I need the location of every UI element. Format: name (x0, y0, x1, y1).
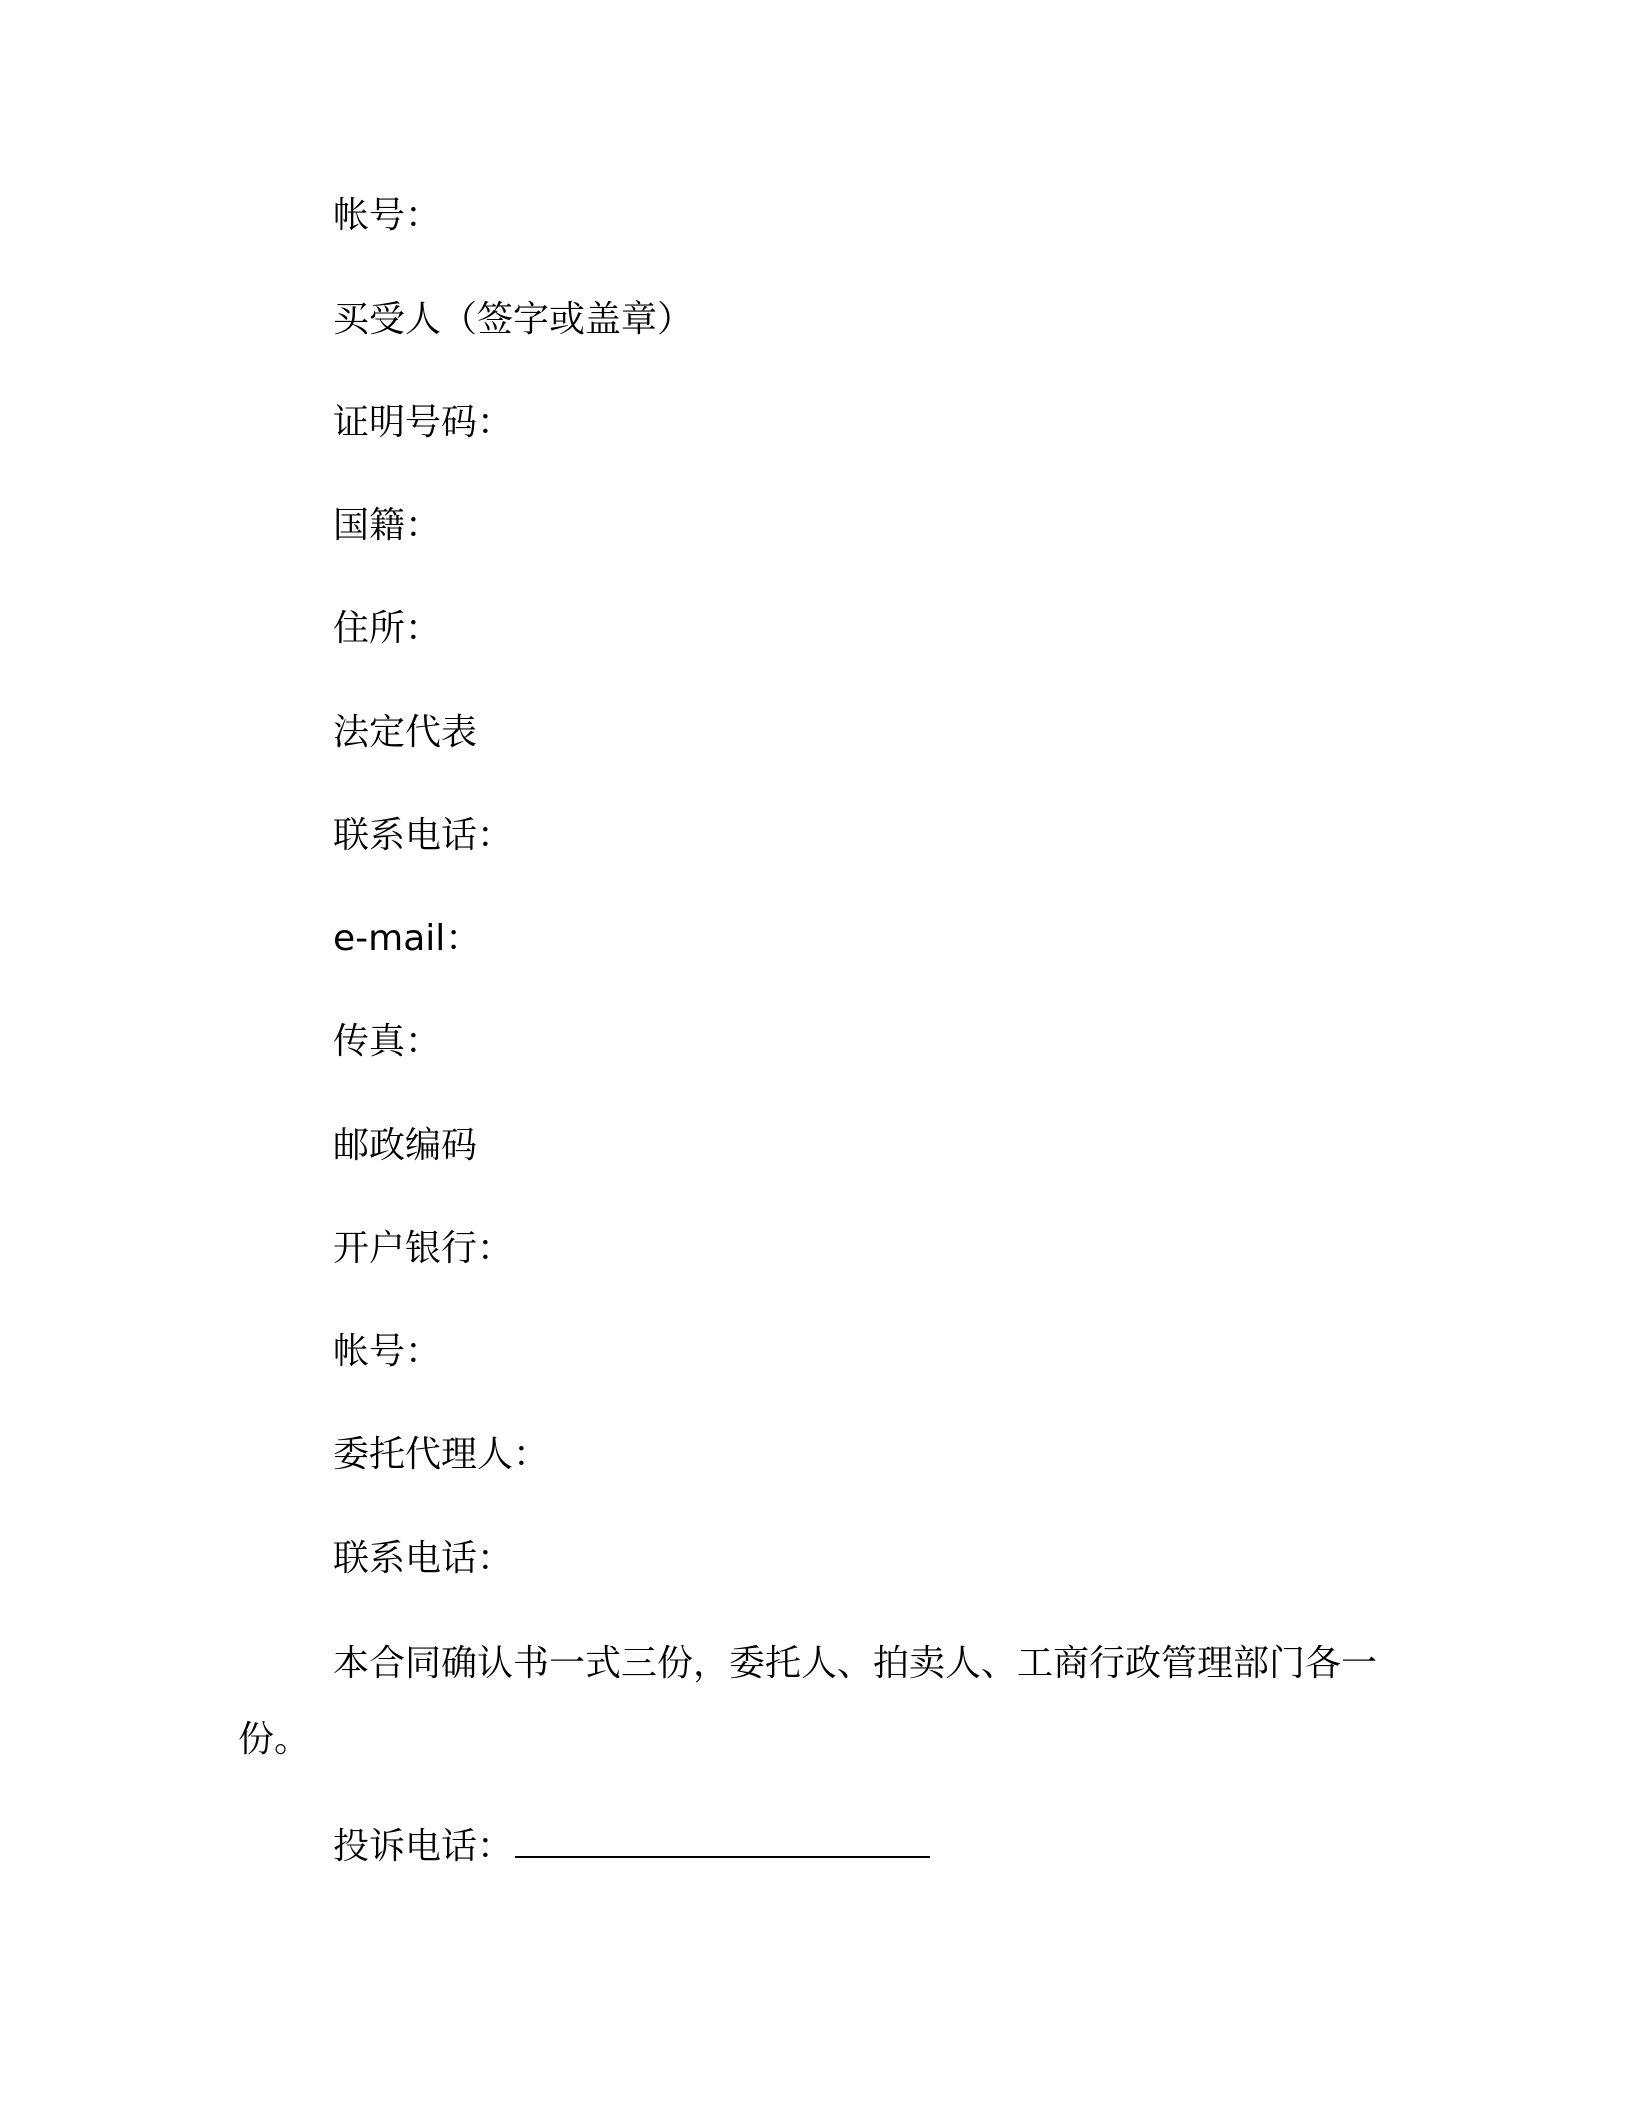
field-buyer-signature: 买受人（签字或盖章） (333, 299, 694, 340)
field-postal-code: 邮政编码 (333, 1125, 478, 1166)
field-nationality: 国籍： (333, 505, 442, 546)
field-phone-1: 联系电话： (333, 815, 514, 856)
field-account-1: 帐号： (333, 195, 442, 236)
complaint-phone-line (333, 1820, 930, 1871)
field-id-number: 证明号码： (333, 402, 514, 443)
closing-paragraph: 本合同确认书一式三份，委托人、拍卖人、工商行政管理部门各一份。 (238, 1643, 1378, 1760)
field-bank: 开户银行： (333, 1228, 514, 1269)
field-account-2: 帐号： (333, 1331, 442, 1372)
field-fax: 传真： (333, 1021, 442, 1062)
field-agent: 委托代理人： (333, 1434, 550, 1475)
field-legal-representative: 法定代表 (333, 712, 478, 753)
field-residence: 住所： (333, 608, 442, 649)
complaint-phone-blank (515, 1820, 930, 1858)
field-phone-2: 联系电话： (333, 1538, 514, 1579)
field-email: e-mail： (333, 918, 482, 959)
complaint-phone-label: 投诉电话： (333, 1826, 514, 1867)
